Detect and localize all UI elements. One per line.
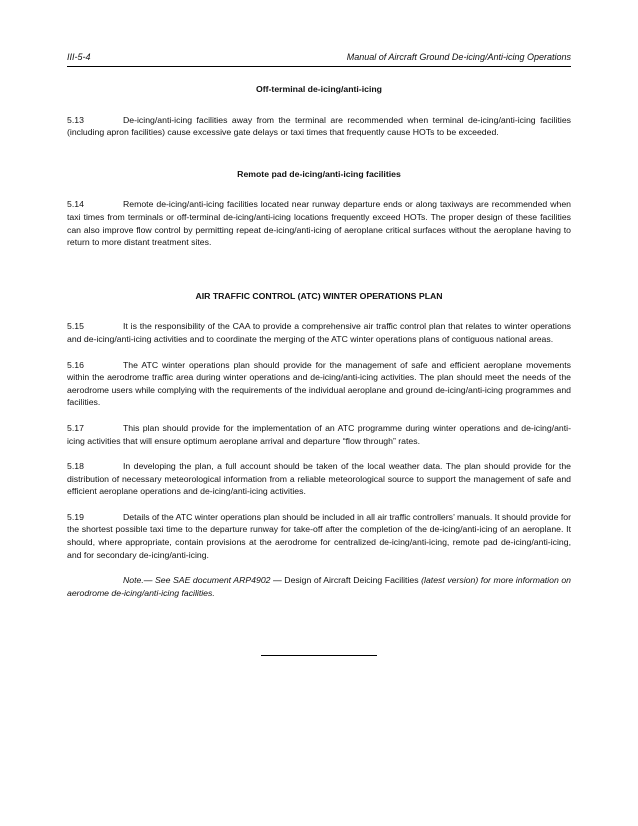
paragraph-5-17 xyxy=(67,422,571,447)
paragraph-number: 5.14 xyxy=(67,199,84,210)
paragraph-5-15 xyxy=(67,320,571,345)
paragraph-5-18 xyxy=(67,460,571,498)
page-header xyxy=(67,52,571,66)
paragraph-number: 5.19 xyxy=(67,511,84,522)
page-number: III-5-4 xyxy=(67,52,91,62)
paragraph-text: It is the responsibility of the CAA to provide a comprehensive air traffic control plan that relates to winter operations and de-icing/anti-icing activities and to coordinate the merging of the ATC winter operations plans of contiguous national areas. xyxy=(67,321,571,344)
paragraph-text: This plan should provide for the implementation of an ATC programme during winter operations and de-icing/anti-icing activities that will ensure optimum aeroplane arrival and departure “flow through” rates. xyxy=(67,422,571,446)
paragraph-number: 5.15 xyxy=(67,321,84,332)
paragraph-5-16 xyxy=(67,359,571,409)
manual-title: Manual of Aircraft Ground De-icing/Anti-icing Operations xyxy=(346,52,571,62)
end-of-section-rule xyxy=(261,655,377,656)
paragraph-number: 5.17 xyxy=(67,422,84,433)
paragraph-number: 5.18 xyxy=(67,461,84,472)
paragraph-text: The ATC winter operations plan should provide for the management of safe and efficient aeroplane movements within the aerodrome traffic area during winter operations and de-icing/anti-icing activities. The plan should meet the needs of the aerodrome users while complying with the requirements of the individual aeroplane and ground de-icing/anti-icing programmes and facilities. xyxy=(67,359,571,408)
section-heading-off-terminal: Off-terminal de-icing/anti-icing xyxy=(256,84,382,94)
note-document-title: Design of Aircraft Deicing Facilities xyxy=(281,575,422,586)
section-heading-atc: AIR TRAFFIC CONTROL (ATC) WINTER OPERATIONS PLAN xyxy=(195,290,443,301)
section-heading-remote-pad: Remote pad de-icing/anti-icing facilities xyxy=(237,168,401,179)
paragraph-number: 5.13 xyxy=(67,114,84,125)
paragraph-text: De-icing/anti-icing facilities away from the terminal are recommended when terminal de-icing/anti-icing facilities (including apron facilities) cause excessive gate delays or taxi times that frequently cause HOTs to be exceeded. xyxy=(67,114,571,138)
note xyxy=(67,574,571,599)
paragraph-5-19 xyxy=(67,511,571,561)
note-prefix: Note.— See SAE document ARP4902 — xyxy=(123,575,282,586)
note-suffix: (latest version) for more information on aerodrome de-icing/anti-icing facilities. xyxy=(67,575,571,598)
header-rule xyxy=(67,66,571,67)
paragraph-number: 5.16 xyxy=(67,359,84,370)
paragraph-5-13 xyxy=(67,114,571,139)
paragraph-5-14 xyxy=(67,198,571,248)
paragraph-text: In developing the plan, a full account should be taken of the local weather data. The plan should provide for the distribution of necessary meteorological information from a reliable meteorological source to support the management of safe and efficient aeroplane operations and de-icing/anti-icing activities. xyxy=(67,461,571,497)
page-body xyxy=(67,83,571,599)
paragraph-text: Remote de-icing/anti-icing facilities located near runway departure ends or along taxiways are recommended when taxi times from terminals or off-terminal de-icing/anti-icing locations frequently exceed HOTs. The proper design of these facilities can also improve flow control by permitting repeat de-icing/anti-icing of aeroplane critical surfaces without the aeroplane having to return to more distant treatment sites. xyxy=(67,199,571,248)
paragraph-text: Details of the ATC winter operations plan should be included in all air traffic controllers’ manuals. It should provide for the shortest possible taxi time to the departure runway for take-off after the completion of the de-icing/anti-icing of an aeroplane. It should, where appropriate, contain provisions at the aerodrome for centralized de-icing/anti-icing, remote pad de-icing/anti-icing, and for secondary de-icing/anti-icing. xyxy=(67,511,571,560)
